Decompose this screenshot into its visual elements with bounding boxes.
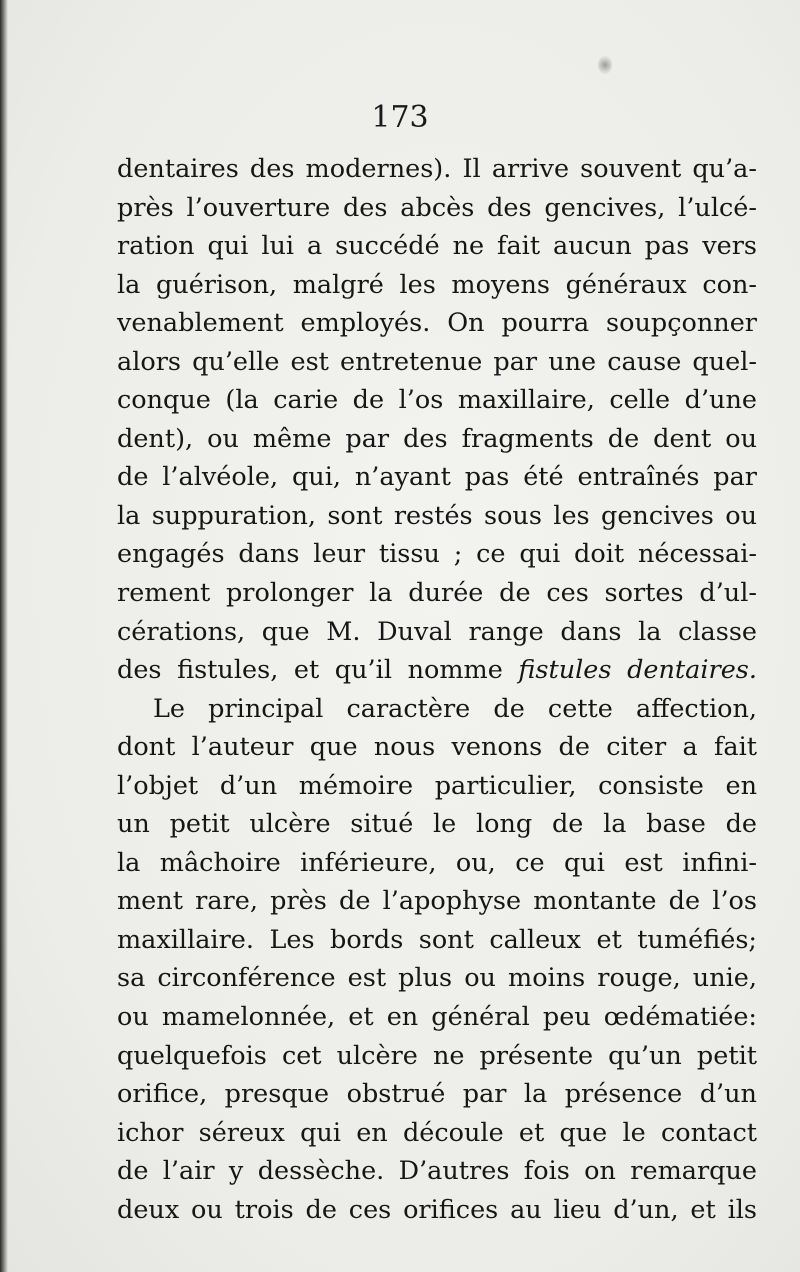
text-line: dent), ou même par des fragments de dent ou xyxy=(117,423,757,454)
text-line: ichor séreux qui en découle et que le contact xyxy=(117,1117,757,1148)
italic-term: fistules dentaires. xyxy=(518,655,757,686)
text-line: dont l’auteur que nous venons de citer a fait xyxy=(117,732,757,763)
text-line: la guérison, malgré les moyens généraux con- xyxy=(117,269,757,300)
text-line: engagés dans leur tissu ; ce qui doit nécessai- xyxy=(117,539,757,570)
text-line: sa circonférence est plus ou moins rouge, unie, xyxy=(117,963,757,994)
text-line-start: des fistules, et qu’il nomme xyxy=(117,655,503,686)
text-line: conque (la carie de l’os maxillaire, celle d’une xyxy=(117,385,757,416)
text-line: près l’ouverture des abcès des gencives, l’ulcé- xyxy=(117,192,757,223)
text-line: ration qui lui a succédé ne fait aucun pas vers xyxy=(117,231,757,262)
text-line: deux ou trois de ces orifices au lieu d’un, et ils xyxy=(117,1194,757,1225)
text-line: ou mamelonnée, et en général peu œdématiée: xyxy=(117,1002,757,1033)
text-line: quelquefois cet ulcère ne présente qu’un petit xyxy=(117,1040,757,1071)
body-text xyxy=(117,150,757,1229)
text-line: orifice, presque obstrué par la présence d’un xyxy=(117,1079,757,1110)
text-line: rement prolonger la durée de ces sortes d’ul- xyxy=(117,578,757,609)
text-line: venablement employés. On pourra soupçonner xyxy=(117,308,757,339)
text-line: maxillaire. Les bords sont calleux et tuméfiés; xyxy=(117,924,757,955)
paragraph-start-line: Le principal caractère de cette affection, xyxy=(153,693,757,724)
page-number: 173 xyxy=(371,100,429,135)
text-line: la mâchoire inférieure, ou, ce qui est infini- xyxy=(117,847,757,878)
paragraph-end-line xyxy=(117,651,757,690)
page-binding-edge xyxy=(0,0,8,1272)
text-line: cérations, que M. Duval range dans la classe xyxy=(117,616,757,647)
text-line: de l’alvéole, qui, n’ayant pas été entraînés par xyxy=(117,462,757,493)
text-line: de l’air y dessèche. D’autres fois on remarque xyxy=(117,1156,757,1187)
text-line: un petit ulcère situé le long de la base de xyxy=(117,809,757,840)
text-line: dentaires des modernes). Il arrive souvent qu’a- xyxy=(117,154,757,184)
paper-stain xyxy=(598,56,612,74)
text-line: l’objet d’un mémoire particulier, consiste en xyxy=(117,770,757,801)
text-line: ment rare, près de l’apophyse montante de l’os xyxy=(117,886,757,917)
text-line: la suppuration, sont restés sous les gencives ou xyxy=(117,500,757,531)
text-line: alors qu’elle est entretenue par une cause quel- xyxy=(117,346,757,377)
